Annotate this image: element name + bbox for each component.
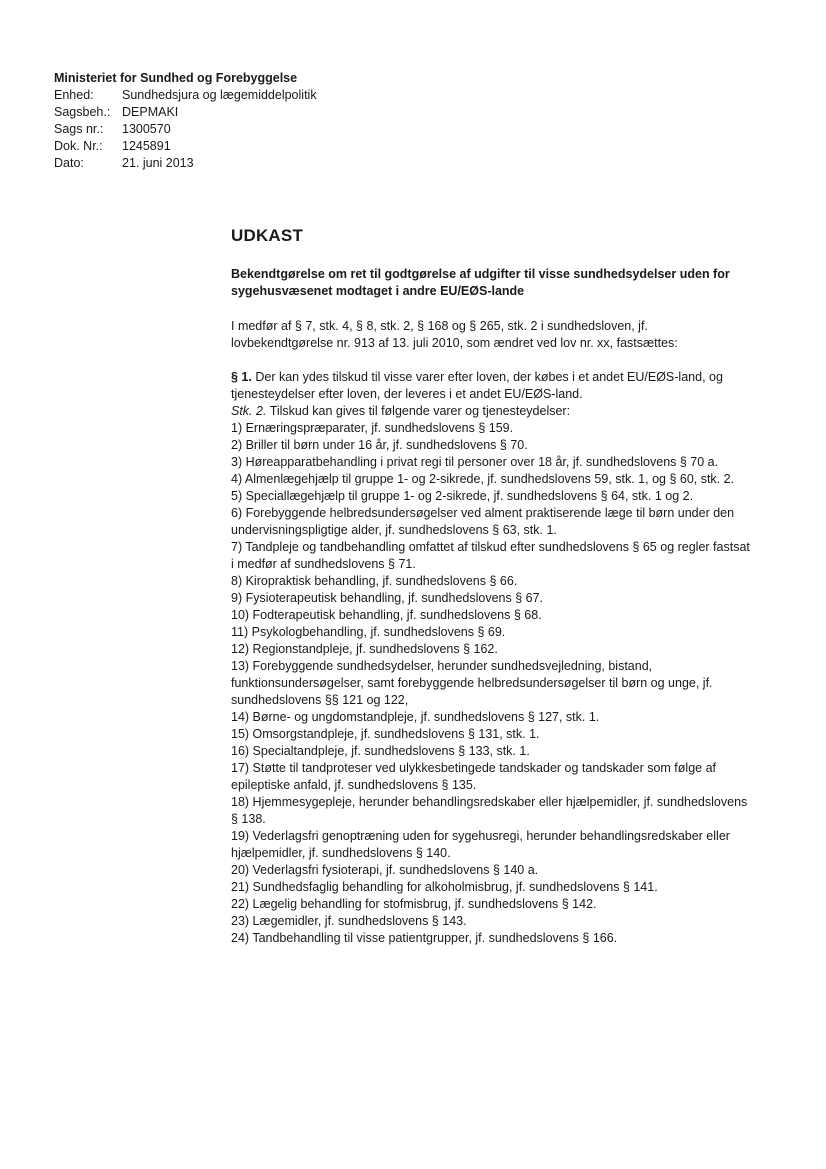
meta-label: Dok. Nr.: bbox=[54, 139, 103, 153]
meta-row-caseworker bbox=[54, 104, 317, 121]
list-item: 20) Vederlagsfri fysioterapi, jf. sundhedslovens § 140 a. bbox=[231, 863, 539, 877]
list-item: 24) Tandbehandling til visse patientgrupper, jf. sundhedslovens § 166. bbox=[231, 931, 618, 945]
list-item: 23) Lægemidler, jf. sundhedslovens § 143. bbox=[231, 914, 467, 928]
list-item: 18) Hjemmesygepleje, herunder behandlingsredskaber eller hjælpemidler, jf. sundhedslovens § 138. bbox=[231, 795, 748, 826]
draft-label: UDKAST bbox=[231, 226, 304, 245]
list-item: 12) Regionstandpleje, jf. sundhedslovens § 162. bbox=[231, 642, 498, 656]
meta-label: Sagsbeh.: bbox=[54, 105, 111, 119]
meta-value: Sundhedsjura og lægemiddelpolitik bbox=[122, 88, 317, 102]
list-item: 2) Briller til børn under 16 år, jf. sundhedslovens § 70. bbox=[231, 438, 528, 452]
list-item: 19) Vederlagsfri genoptræning uden for sygehusregi, herunder behandlingsredskaber eller hjælpemidler, jf. sundhedslovens § 140. bbox=[231, 829, 730, 860]
list-item: 3) Høreapparatbehandling i privat regi til personer over 18 år, jf. sundhedslovens § 70 a. bbox=[231, 455, 719, 469]
list-item: 1) Ernæringspræparater, jf. sundhedslovens § 159. bbox=[231, 421, 514, 435]
meta-block bbox=[54, 87, 317, 172]
meta-row-unit bbox=[54, 87, 317, 104]
stk-2 bbox=[231, 403, 751, 420]
list-item: 17) Støtte til tandproteser ved ulykkesbetingede tandskader og tandskader som følge af epileptiske anfald, jf. sundhedslovens § 135. bbox=[231, 761, 716, 792]
document-header bbox=[54, 70, 317, 172]
stk-text: Tilskud kan gives til følgende varer og tjenesteydelser: bbox=[269, 404, 571, 418]
meta-label: Sags nr.: bbox=[54, 122, 104, 136]
section-number: § 1. bbox=[231, 370, 252, 384]
meta-value: 1300570 bbox=[122, 122, 171, 136]
meta-label: Enhed: bbox=[54, 88, 94, 102]
meta-row-date bbox=[54, 155, 317, 172]
document-content bbox=[231, 226, 751, 947]
meta-value: 1245891 bbox=[122, 139, 171, 153]
list-item: 8) Kiropraktisk behandling, jf. sundhedslovens § 66. bbox=[231, 574, 518, 588]
list-item: 5) Speciallægehjælp til gruppe 1- og 2-sikrede, jf. sundhedslovens § 64, stk. 1 og 2. bbox=[231, 489, 694, 503]
list-item: 6) Forebyggende helbredsundersøgelser ved alment praktiserende læge til børn under den undervisningspligtige alder, jf. sundhedslovens § 63, stk. 1. bbox=[231, 506, 735, 537]
section-1-body: Der kan ydes tilskud til visse varer efter loven, der købes i et andet EU/EØS-land, og tjenesteydelser efter loven, der leveres i et andet EU/EØS-land. bbox=[231, 370, 723, 401]
list-item: 22) Lægelig behandling for stofmisbrug, jf. sundhedslovens § 142. bbox=[231, 897, 597, 911]
document-preamble: I medfør af § 7, stk. 4, § 8, stk. 2, § 168 og § 265, stk. 2 i sundhedsloven, jf. lovbekendtgørelse nr. 913 af 13. juli 2010, som ændret ved lov nr. xx, fastsættes: bbox=[231, 319, 678, 350]
list-item: 10) Fodterapeutisk behandling, jf. sundhedslovens § 68. bbox=[231, 608, 542, 622]
list-item: 4) Almenlægehjælp til gruppe 1- og 2-sikrede, jf. sundhedslovens 59, stk. 1, og § 60, stk. 2. bbox=[231, 472, 735, 486]
list-item: 14) Børne- og ungdomstandpleje, jf. sundhedslovens § 127, stk. 1. bbox=[231, 710, 600, 724]
list-item: 13) Forebyggende sundhedsydelser, herunder sundhedsvejledning, bistand, funktionsundersøgelser, samt forebyggende helbredsundersøgelser til børn og unge, jf. sundhedslovens §§ 121 og 122, bbox=[231, 659, 713, 707]
document-subject: Bekendtgørelse om ret til godtgørelse af udgifter til visse sundhedsydelser uden for sygehusvæsenet modtaget i andre EU/EØS-lande bbox=[231, 267, 730, 298]
list-item: 9) Fysioterapeutisk behandling, jf. sundhedslovens § 67. bbox=[231, 591, 543, 605]
list-item: 16) Specialtandpleje, jf. sundhedslovens § 133, stk. 1. bbox=[231, 744, 530, 758]
list-item: 11) Psykologbehandling, jf. sundhedslovens § 69. bbox=[231, 625, 506, 639]
meta-value: DEPMAKI bbox=[122, 105, 179, 119]
ministry-name: Ministeriet for Sundhed og Forebyggelse bbox=[54, 71, 298, 85]
meta-value: 21. juni 2013 bbox=[122, 156, 194, 170]
stk-label: Stk. 2. bbox=[231, 404, 267, 418]
list-item: 15) Omsorgstandpleje, jf. sundhedslovens § 131, stk. 1. bbox=[231, 727, 540, 741]
meta-row-doc-number bbox=[54, 138, 317, 155]
section-1 bbox=[231, 369, 751, 947]
service-list bbox=[231, 420, 751, 947]
section-1-text bbox=[231, 369, 751, 403]
meta-row-case-number bbox=[54, 121, 317, 138]
meta-label: Dato: bbox=[54, 156, 84, 170]
list-item: 21) Sundhedsfaglig behandling for alkoholmisbrug, jf. sundhedslovens § 141. bbox=[231, 880, 658, 894]
list-item: 7) Tandpleje og tandbehandling omfattet af tilskud efter sundhedslovens § 65 og regler fastsat i medfør af sundhedslovens § 71. bbox=[231, 540, 750, 571]
